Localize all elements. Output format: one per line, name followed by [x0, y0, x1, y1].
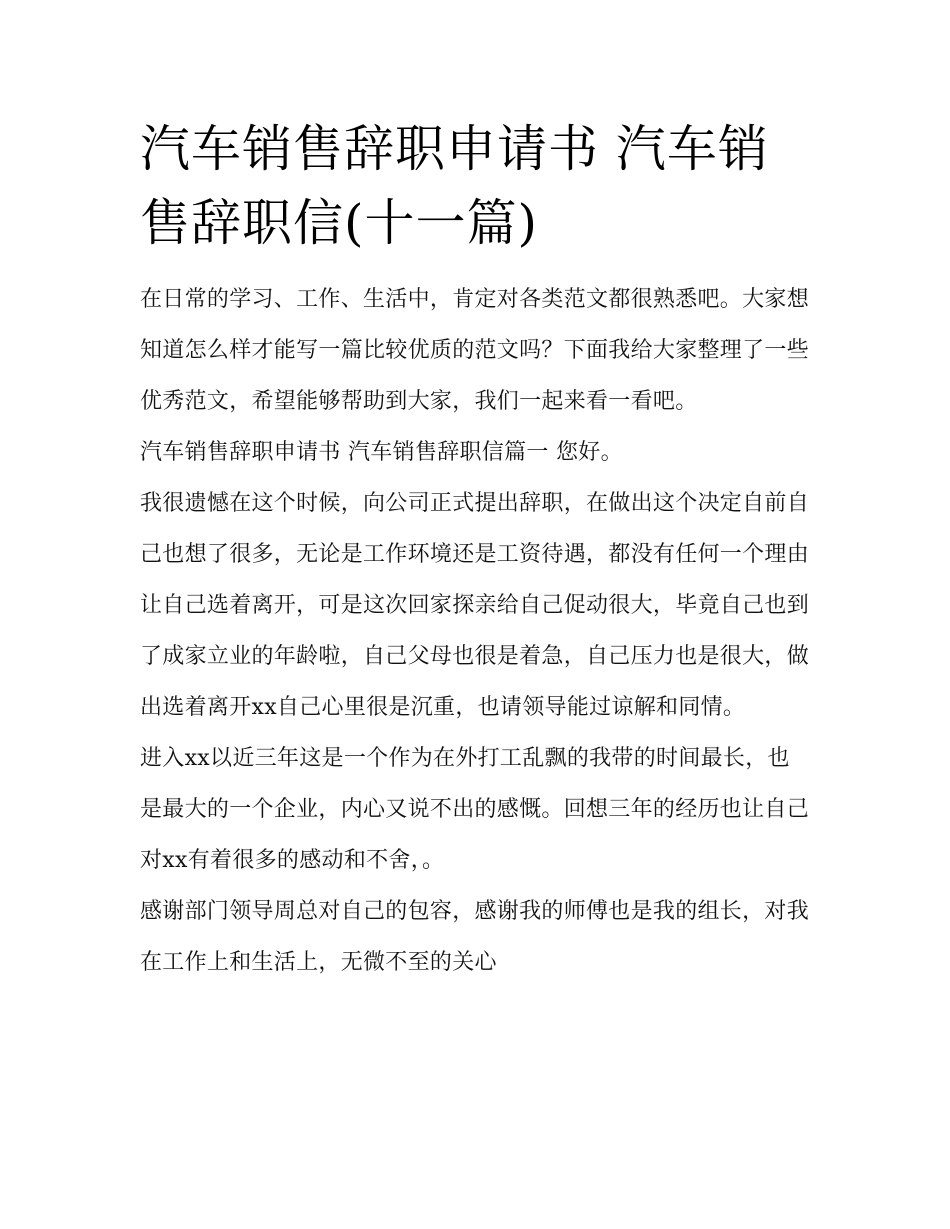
paragraph-intro: 在日常的学习、工作、生活中，肯定对各类范文都很熟悉吧。大家想知道怎么样才能写一篇比较优质的范文吗？下面我给大家整理了一些优秀范文，希望能够帮助到大家，我们一起来看一看吧。: [140, 287, 810, 414]
paragraph-thanks: 感谢部门领导周总对自己的包容，感谢我的师傅也是我的组长，对我在工作上和生活上，无微不至的关心: [140, 899, 810, 975]
paragraph-heading-1: 汽车销售辞职申请书 汽车销售辞职信篇一 您好。: [140, 440, 623, 465]
document-page: [140, 112, 812, 988]
document-body: [140, 274, 812, 988]
paragraph-company-experience: 进入xx以近三年这是一个作为在外打工乱飘的我带的时间最长，也是最大的一个企业，内心又说不出的感慨。回想三年的经历也让自己对xx有着很多的感动和不舍，。: [140, 746, 810, 873]
document-title: 汽车销售辞职申请书 汽车销售辞职信(十一篇): [140, 120, 769, 252]
paragraph-resignation-reason: 我很遗憾在这个时候，向公司正式提出辞职，在做出这个决定自前自己也想了很多，无论是工作环境还是工资待遇，都没有任何一个理由让自己选着离开，可是这次回家探亲给自己促动很大，毕竟自己也到了成家立业的年龄啦，自己父母也很是着急，自己压力也是很大，做出选着离开xx自己心里很是沉重，也请领导能过谅解和同情。: [140, 491, 810, 720]
